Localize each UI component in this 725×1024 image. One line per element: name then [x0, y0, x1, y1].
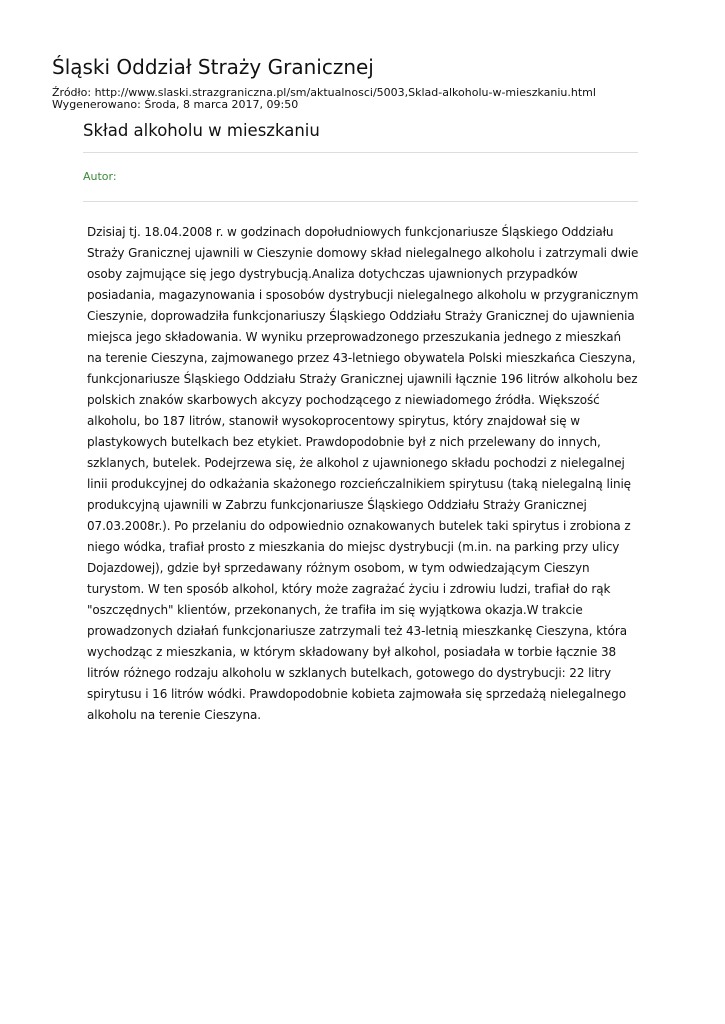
generated-line: Wygenerowano: Środa, 8 marca 2017, 09:50	[52, 98, 299, 111]
site-title: Śląski Oddział Straży Granicznej	[52, 55, 374, 79]
author-label: Autor:	[83, 170, 117, 183]
article-body: Dzisiaj tj. 18.04.2008 r. w godzinach dopołudniowych funkcjonariusze Śląskiego Oddziału Straży Granicznej ujawnili w Cieszynie domowy skład nielegalnego alkoholu i zatrzymali dwie osoby zajmujące się jego dystrybucją.Analiza dotychczas ujawnionych przypadków posiadania, magazynowania i sposobów dystrybucji nielegalnego alkoholu w przygranicznym Cieszynie, doprowadziła funkcjonariuszy Śląskiego Oddziału Straży Granicznej do ujawnienia miejsca jego składowania. W wyniku przeprowadzonego przeszukania jednego z mieszkań na terenie Cieszyna, zajmowanego przez 43-letniego obywatela Polski mieszkańca Cieszyna, funkcjonariusze Śląskiego Oddziału Straży Granicznej ujawnili łącznie 196 litrów alkoholu bez polskich znaków skarbowych akcyzy pochodzącego z niewiadomego źródła. Większość alkoholu, bo 187 litrów, stanowił wysokoprocentowy spirytus, który znajdował się w plastykowych butelkach bez etykiet. Prawdopodobnie był z nich przelewany do innych, szklanych, butelek. Podejrzewa się, że alkohol z ujawnionego składu pochodzi z nielegalnej linii produkcyjnej do odkażania skażonego rozcieńczalnikiem spirytusu (taką nielegalną linię produkcyjną ujawnili w Zabrzu funkcjonariusze Śląskiego Oddziału Straży Granicznej 07.03.2008r.). Po przelaniu do odpowiednio oznakowanych butelek taki spirytus i zrobiona z niego wódka, trafiał prosto z mieszkania do miejsc dystrybucji (m.in. na parking przy ulicy Dojazdowej), gdzie był sprzedawany różnym osobom, w tym odwiedzającym Cieszyn turystom. W ten sposób alkohol, który może zagrażać życiu i zdrowiu ludzi, trafiał do rąk "oszczędnych" klientów, przekonanych, że trafiła im się wyjątkowa okazja.W trakcie prowadzonych działań funkcjonariusze zatrzymali też 43-letnią mieszkankę Cieszyna, która wychodząc z mieszkania, w którym składowany był alkohol, posiadała w torbie łącznie 38 litrów różnego rodzaju alkoholu w szklanych butelkach, gotowego do dystrybucji: 22 litry spirytusu i 16 litrów wódki. Prawdopodobnie kobieta zajmowała się sprzedażą nielegalnego alkoholu na terenie Cieszyna.	[87, 225, 639, 722]
divider-top	[83, 152, 638, 153]
article-title: Skład alkoholu w mieszkaniu	[83, 121, 320, 140]
document-meta	[52, 87, 596, 111]
divider-bottom	[83, 201, 638, 202]
source-line: Źródło: http://www.slaski.strazgraniczna.pl/sm/aktualnosci/5003,Sklad-alkoholu-w-mieszkaniu.html	[52, 86, 596, 99]
